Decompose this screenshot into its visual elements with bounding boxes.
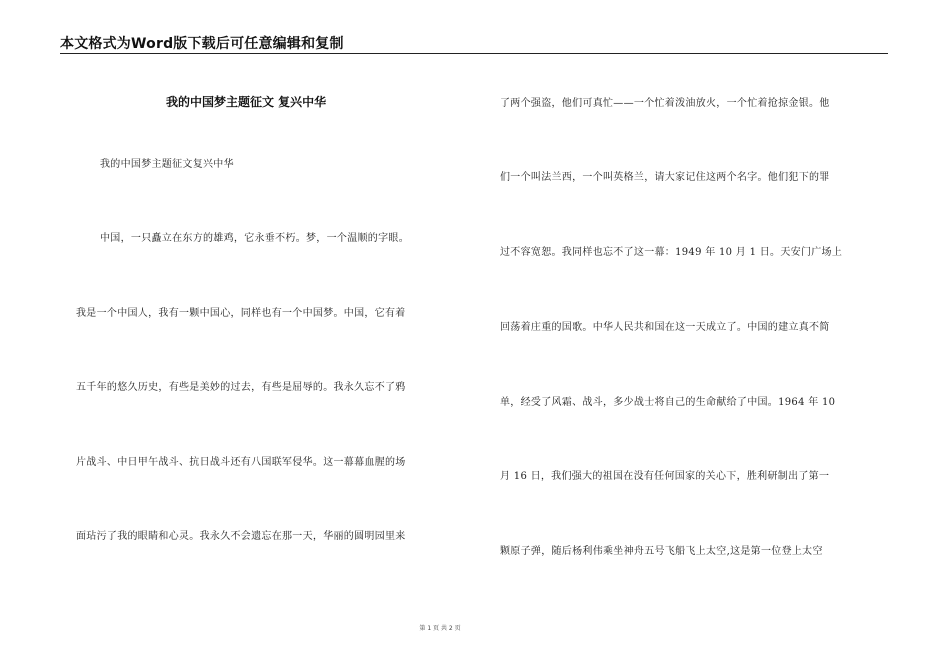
paragraph-line: 过不容宽恕。我同样也忘不了这一幕：1949 年 10 月 1 日。天安门广场上 — [500, 247, 843, 258]
document-header-title: 本文格式为Word版下载后可任意编辑和复制 — [60, 36, 344, 52]
paragraph-line: 颗原子弹，随后杨利伟乘坐神舟五号飞船飞上太空,这是第一位登上太空 — [500, 546, 823, 557]
paragraph-line: 片战斗、中日甲午战斗、抗日战斗还有八国联军侵华。这一幕幕血腥的场 — [76, 457, 406, 468]
document-title: 我的中国梦主题征文 复兴中华 — [166, 95, 327, 109]
header-divider — [60, 53, 888, 54]
paragraph-line: 五千年的悠久历史，有些是美妙的过去，有些是屈辱的。我永久忘不了鸦 — [76, 382, 406, 393]
paragraph-line: 了两个强盗，他们可真忙——一个忙着泼油放火，一个忙着抢掠金银。他 — [500, 98, 830, 109]
paragraph-line: 们一个叫法兰西，一个叫英格兰，请大家记住这两个名字。他们犯下的罪 — [500, 172, 830, 183]
paragraph-line: 回荡着庄重的国歌。中华人民共和国在这一天成立了。中国的建立真不简 — [500, 322, 830, 333]
paragraph-line: 我的中国梦主题征文复兴中华 — [100, 159, 234, 170]
paragraph-line: 月 16 日，我们强大的祖国在没有任何国家的关心下，胜利研制出了第一 — [500, 471, 830, 482]
paragraph-line: 面玷污了我的眼睛和心灵。我永久不会遗忘在那一天，华丽的圆明园里来 — [76, 531, 406, 542]
paragraph-line: 单，经受了风霜、战斗，多少战士将自己的生命献给了中国。1964 年 10 — [500, 397, 836, 408]
paragraph-line: 我是一个中国人，我有一颗中国心，同样也有一个中国梦。中国，它有着 — [76, 308, 406, 319]
page-number-footer: 第 1 页 共 2 页 — [419, 625, 461, 632]
paragraph-line: 中国，一只矗立在东方的雄鸡，它永垂不朽。梦，一个温顺的字眼。 — [100, 233, 409, 244]
